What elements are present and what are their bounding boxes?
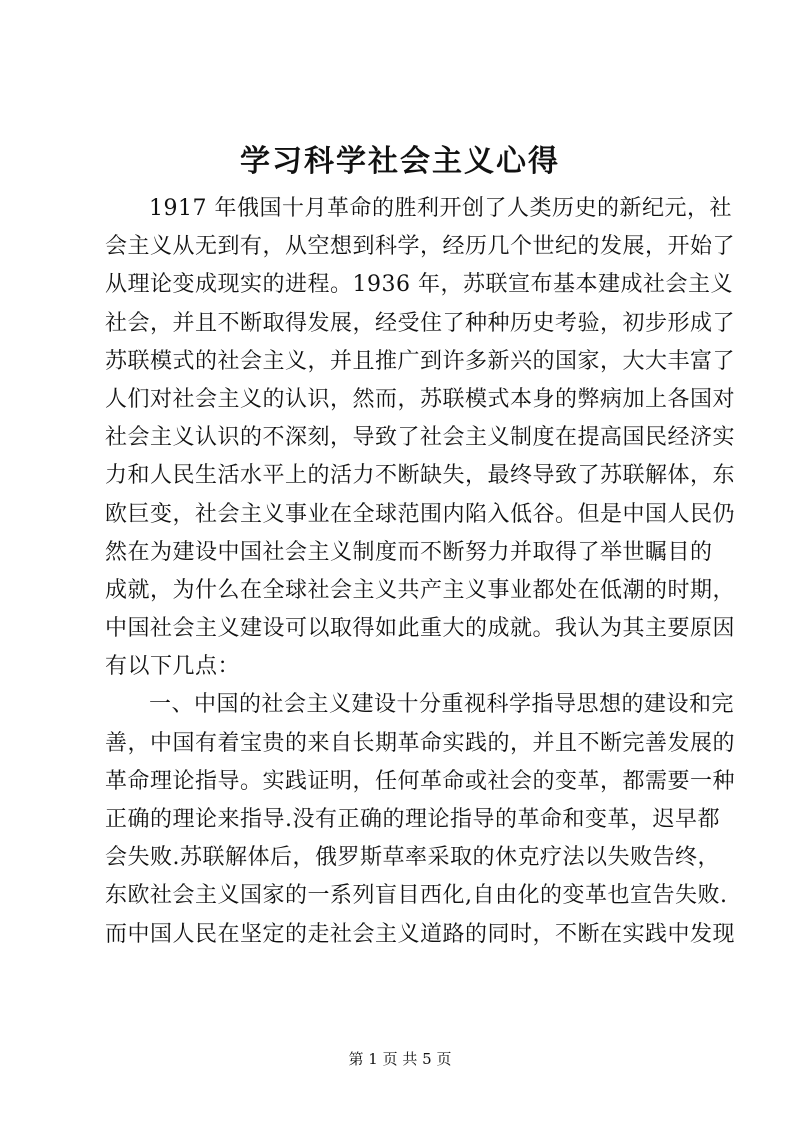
paragraph-line: 会失败.苏联解体后，俄罗斯草率采取的休克疗法以失败告终， (105, 845, 720, 871)
page-number-footer: 第 1 页 共 5 页 (348, 1050, 452, 1068)
paragraph-line: 而中国人民在坚定的走社会主义道路的同时，不断在实践中发现 (105, 921, 736, 947)
paragraph-line: 力和人民生活水平上的活力不断缺失，最终导致了苏联解体，东 (105, 463, 736, 489)
paragraph-line: 革命理论指导。实践证明，任何革命或社会的变革，都需要一种 (105, 768, 736, 794)
paragraph-line: 善，中国有着宝贵的来自长期革命实践的，并且不断完善发展的 (105, 730, 736, 756)
paragraph-line: 社会，并且不断取得发展，经受住了种种历史考验，初步形成了 (105, 310, 736, 336)
paragraph-line: 社会主义认识的不深刻，导致了社会主义制度在提高国民经济实 (105, 425, 736, 451)
paragraph-line: 成就，为什么在全球社会主义共产主义事业都处在低潮的时期， (105, 577, 736, 603)
paragraph-line: 中国社会主义建设可以取得如此重大的成就。我认为其主要原因 (105, 616, 736, 642)
paragraph-line: 会主义从无到有，从空想到科学，经历几个世纪的发展，开始了 (105, 234, 736, 260)
paragraph-line: 从理论变成现实的进程。1936 年，苏联宣布基本建成社会主义 (105, 272, 733, 298)
paragraph-line: 然在为建设中国社会主义制度而不断努力并取得了举世瞩目的 (105, 539, 713, 565)
document-body (105, 190, 736, 954)
paragraph-line: 苏联模式的社会主义，并且推广到许多新兴的国家，大大丰富了 (105, 348, 736, 374)
paragraph-line: 正确的理论来指导.没有正确的理论指导的革命和变革，迟早都 (105, 807, 720, 832)
paragraph-line: 东欧社会主义国家的一系列盲目西化,自由化的变革也宣告失败. (105, 883, 728, 909)
paragraph-line: 人们对社会主义的认识，然而，苏联模式本身的弊病加上各国对 (105, 386, 736, 412)
document-title: 学习科学社会主义心得 (240, 144, 560, 179)
paragraph-line: 一、中国的社会主义建设十分重视科学指导思想的建设和完 (149, 692, 735, 718)
paragraph-line: 1917 年俄国十月革命的胜利开创了人类历史的新纪元，社 (149, 196, 732, 221)
paragraph-line: 欧巨变，社会主义事业在全球范围内陷入低谷。但是中国人民仍 (105, 501, 736, 527)
paragraph-line: 有以下几点： (105, 654, 241, 680)
